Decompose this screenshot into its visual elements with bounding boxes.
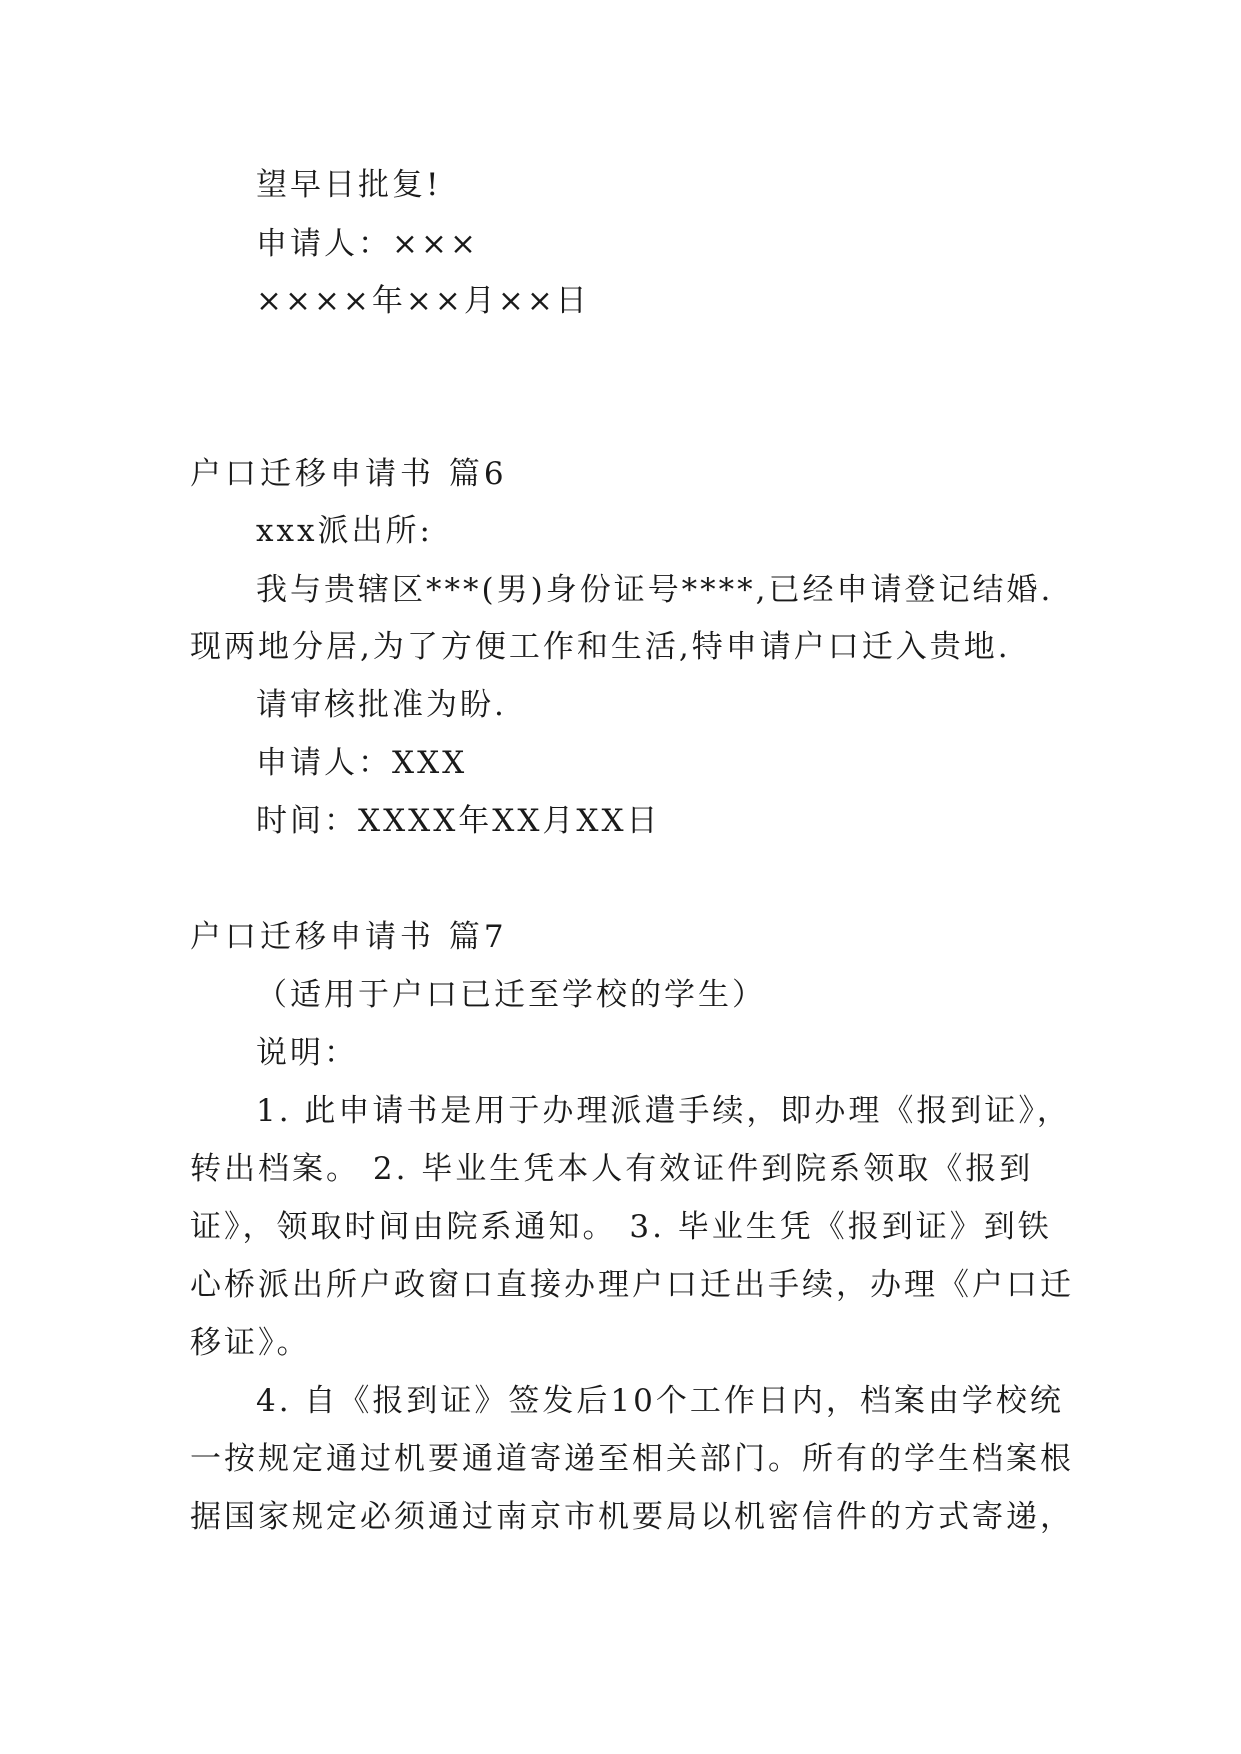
paragraph-line: 转出档案。 2. 毕业生凭本人有效证件到院系领取《报到 [190, 1151, 1034, 1187]
date-line: ××××年××月××日 [256, 283, 590, 319]
paragraph-line: 一按规定通过机要通道寄递至相关部门。所有的学生档案根 [190, 1441, 1074, 1477]
request-line: 请审核批准为盼. [256, 687, 507, 723]
section-title: 户口迁移申请书 篇6 [190, 456, 508, 492]
section-subtitle: （适用于户口已迁至学校的学生） [256, 977, 766, 1013]
paragraph-line: 据国家规定必须通过南京市机要局以机密信件的方式寄递， [190, 1499, 1074, 1535]
paragraph-line: 1. 此申请书是用于办理派遣手续，即办理《报到证》， [256, 1093, 1071, 1129]
paragraph-line: 心桥派出所户政窗口直接办理户口迁出手续，办理《户口迁 [190, 1267, 1074, 1303]
paragraph-line: 4. 自《报到证》签发后10个工作日内，档案由学校统 [256, 1383, 1064, 1419]
closing-line: 望早日批复! [256, 167, 442, 203]
date-line: 时间：XXXX年XX月XX日 [256, 803, 661, 839]
addressee-line: xxx派出所: [256, 513, 433, 549]
section-title: 户口迁移申请书 篇7 [190, 919, 508, 955]
body-line: 我与贵辖区***(男)身份证号****,已经申请登记结婚. [256, 572, 1054, 608]
paragraph-line: 证》，领取时间由院系通知。 3. 毕业生凭《报到证》到铁 [190, 1209, 1052, 1245]
paragraph-line: 移证》。 [190, 1325, 311, 1361]
note-label: 说明： [256, 1035, 358, 1071]
applicant-line: 申请人：XXX [256, 745, 468, 781]
body-line: 现两地分居,为了方便工作和生活,特申请户口迁入贵地. [190, 629, 1011, 665]
applicant-line: 申请人：××× [256, 226, 479, 262]
